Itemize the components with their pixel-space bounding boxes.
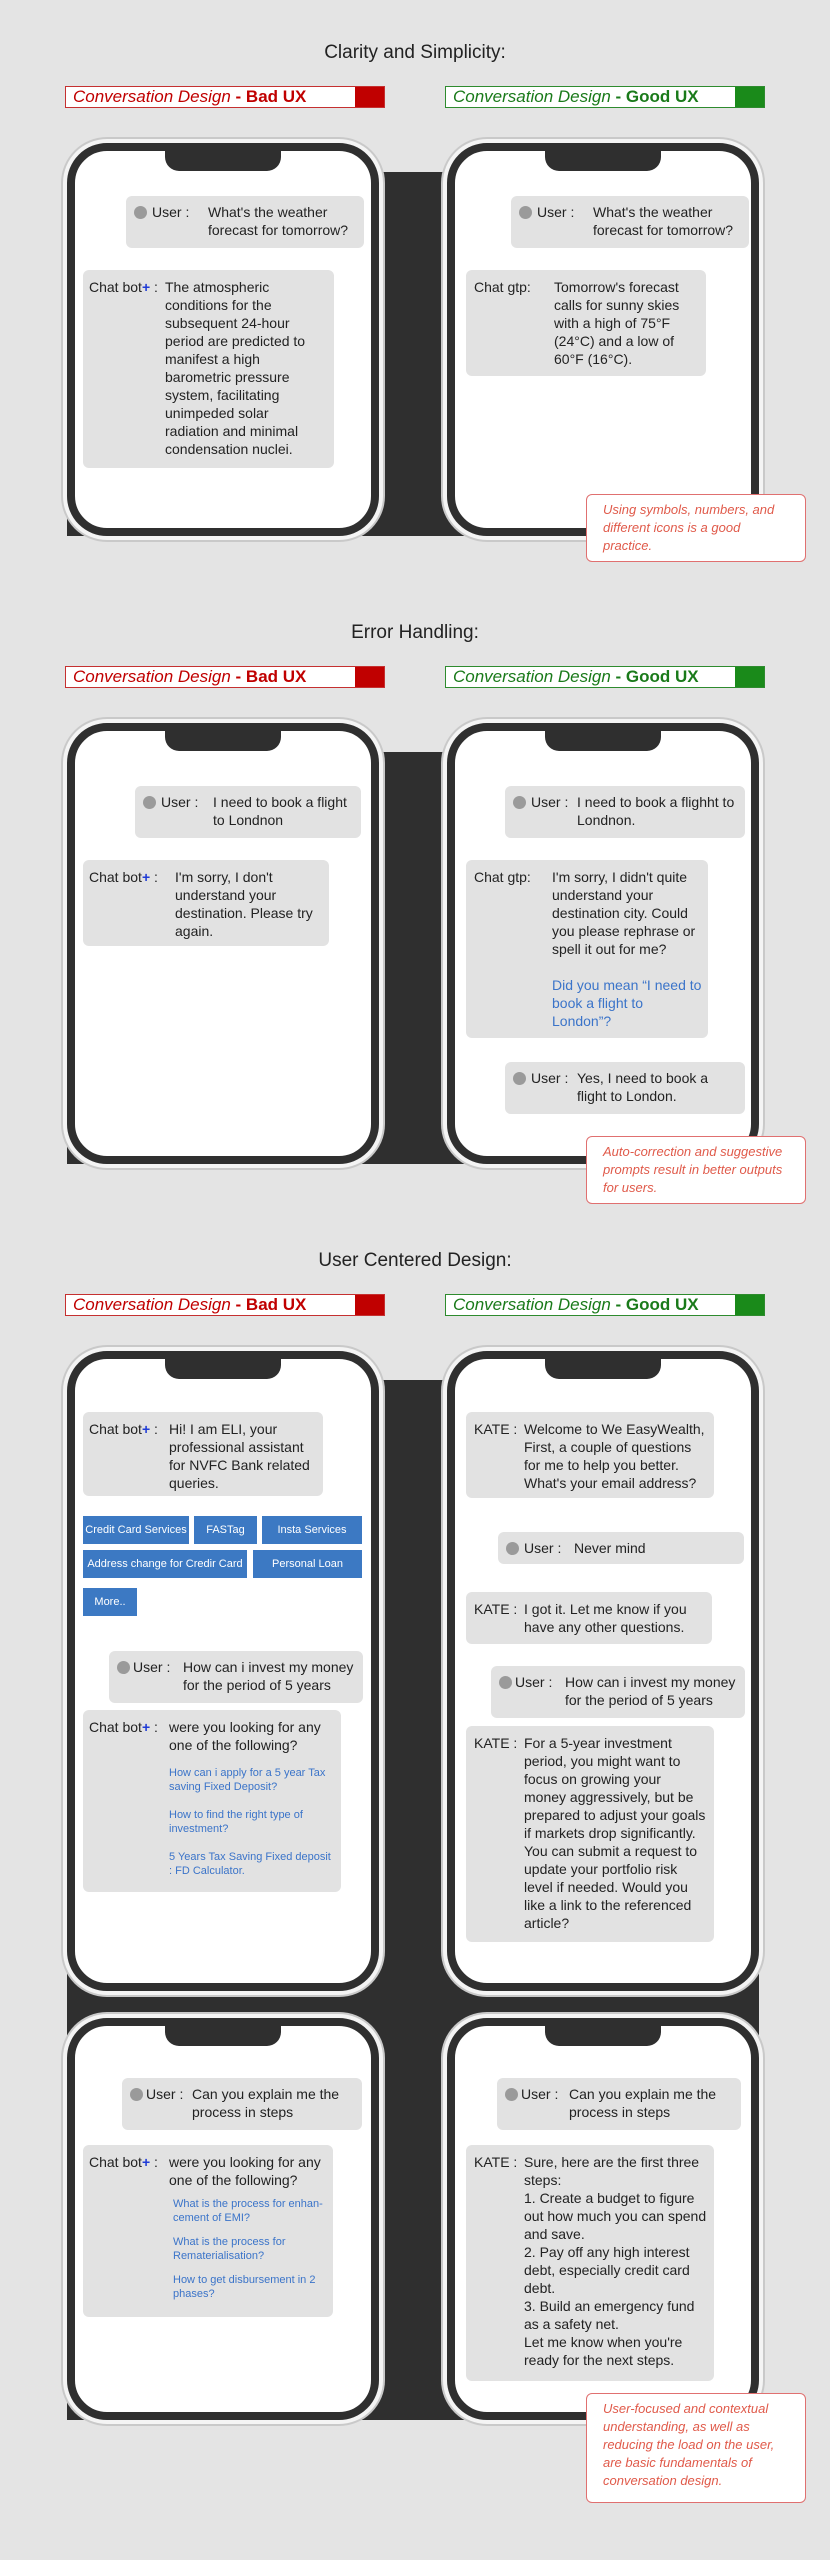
bot-bubble: [466, 2145, 714, 2381]
speaker-label: User :: [133, 1659, 171, 1675]
good-ux-label: Conversation Design - Good UX: [445, 666, 765, 688]
user-bubble: [498, 1532, 744, 1564]
bot-bubble: [83, 1710, 341, 1892]
user-avatar-icon: [134, 206, 147, 219]
quick-reply-chip[interactable]: Credit Card Services: [83, 1516, 189, 1544]
suggested-correction-link[interactable]: Did you mean “I need to book a flight to London”?: [552, 977, 702, 1029]
message-text: Tomorrow's forecast calls for sunny skies with a high of 75°F (24°C) and a low of 60°F (16°C).: [554, 279, 680, 367]
faq-link[interactable]: What is the process for Rematerialisation?: [173, 2236, 286, 2262]
bot-bubble: [466, 1726, 714, 1942]
speaker-label: Chat bot+ :: [89, 2154, 158, 2170]
section-title-user-centered: User Centered Design:: [318, 1250, 512, 1271]
user-bubble: [109, 1651, 363, 1703]
message-text: What's the weather forecast for tomorrow?: [593, 204, 734, 238]
message-text: Can you explain me the process in steps: [192, 2086, 340, 2120]
message-text: How can i invest my money for the period of 5 years: [565, 1674, 736, 1708]
bad-ux-label: Conversation Design - Bad UX: [65, 666, 385, 688]
speaker-label: User :: [524, 1540, 562, 1556]
user-avatar-icon: [519, 206, 532, 219]
user-avatar-icon: [506, 1542, 519, 1555]
message-text: I need to book a flight to Londnon: [213, 794, 347, 828]
tip-note: Using symbols, numbers, and different icons is a good practice.: [586, 494, 806, 562]
phone-notch: [545, 731, 661, 751]
speaker-label: KATE :: [474, 1735, 518, 1751]
quick-reply-chip[interactable]: Insta Services: [262, 1516, 362, 1544]
section-title-clarity: Clarity and Simplicity:: [324, 42, 506, 63]
faq-link[interactable]: What is the process for enhan-cement of EMI?: [173, 2198, 323, 2224]
speaker-label: User :: [537, 204, 575, 220]
user-avatar-icon: [499, 1676, 512, 1689]
message-text: I got it. Let me know if you have any other questions.: [524, 1601, 687, 1635]
good-swatch: [735, 666, 765, 688]
message-text: I need to book a flighht to Londnon.: [577, 794, 735, 828]
quick-reply-chip[interactable]: Address change for Credir Card: [83, 1550, 247, 1578]
message-text: For a 5-year investment period, you might want to focus on growing your money aggressively, but be prepared to adjust your goals if markets drop significantly. You can submit a request to update your portfolio risk level if needed. Would you like a link to the referenced article?: [524, 1735, 706, 1931]
user-bubble: [505, 786, 745, 838]
bot-bubble: [466, 1592, 712, 1644]
bad-swatch: [355, 666, 385, 688]
good-swatch: [735, 1294, 765, 1316]
good-ux-label: Conversation Design - Good UX: [445, 1294, 765, 1316]
user-bubble: [505, 1062, 745, 1114]
bot-bubble: [83, 2145, 333, 2317]
phone-notch: [545, 151, 661, 171]
user-bubble: [126, 196, 364, 248]
tip-note: User-focused and contextual understanding, as well as reducing the load on the user, are basic fundamentals of conversation design.: [586, 2393, 806, 2503]
phone-notch: [545, 1359, 661, 1379]
speaker-label: User :: [152, 204, 190, 220]
bad-swatch: [355, 1294, 385, 1316]
message-text: Can you explain me the process in steps: [569, 2086, 717, 2120]
speaker-label: User :: [521, 2086, 559, 2102]
speaker-label: User :: [531, 794, 569, 810]
message-text: Never mind: [574, 1540, 646, 1556]
message-text: I'm sorry, I didn't quite understand your destination city. Could you please rephrase or spell it out for me?: [552, 869, 696, 957]
bad-swatch: [355, 86, 385, 108]
more-chip[interactable]: More..: [83, 1588, 137, 1616]
good-ux-label: Conversation Design - Good UX: [445, 86, 765, 108]
message-text: The atmospheric conditions for the subsequent 24-hour period are predicted to manifest a high barometric pressure system, facilitating unimpeded solar radiation and minimal condensation nuclei.: [165, 279, 306, 457]
section-title-error: Error Handling:: [351, 622, 479, 643]
message-text: Yes, I need to book a flight to London.: [577, 1070, 709, 1104]
user-avatar-icon: [143, 796, 156, 809]
user-bubble: [122, 2078, 362, 2130]
quick-reply-chip[interactable]: FASTag: [194, 1516, 257, 1544]
message-text: I'm sorry, I don't understand your destination. Please try again.: [175, 869, 313, 939]
faq-link[interactable]: How to find the right type of investment?: [169, 1809, 303, 1835]
speaker-label: User :: [161, 794, 199, 810]
user-avatar-icon: [130, 2088, 143, 2101]
speaker-label: KATE :: [474, 1421, 518, 1437]
speaker-label: KATE :: [474, 2154, 518, 2170]
bot-bubble: [466, 1412, 714, 1498]
phone-notch: [165, 731, 281, 751]
bad-ux-label: Conversation Design - Bad UX: [65, 86, 385, 108]
speaker-label: Chat gtp:: [474, 279, 531, 295]
message-text: were you looking for any one of the following?: [169, 2154, 321, 2188]
bot-bubble: [83, 270, 334, 468]
good-swatch: [735, 86, 765, 108]
user-bubble: [511, 196, 749, 248]
message-text: Welcome to We EasyWealth, First, a couple of questions for me to help you better. What's your email address?: [524, 1421, 705, 1491]
speaker-label: User :: [146, 2086, 184, 2102]
phone-notch: [165, 1359, 281, 1379]
phone-notch: [165, 151, 281, 171]
speaker-label: Chat gtp:: [474, 869, 531, 885]
phone-notch: [545, 2026, 661, 2046]
user-avatar-icon: [513, 796, 526, 809]
faq-link[interactable]: 5 Years Tax Saving Fixed deposit : FD Calculator.: [169, 1851, 331, 1877]
speaker-label: Chat bot+ :: [89, 1719, 158, 1735]
speaker-label: Chat bot+ :: [89, 1421, 158, 1437]
user-bubble: [491, 1666, 745, 1718]
bot-bubble: [466, 860, 708, 1038]
tip-note: Auto-correction and suggestive prompts result in better outputs for users.: [586, 1136, 806, 1204]
faq-link[interactable]: How can i apply for a 5 year Tax saving Fixed Deposit?: [169, 1767, 326, 1793]
bad-ux-label: Conversation Design - Bad UX: [65, 1294, 385, 1316]
message-text: What's the weather forecast for tomorrow?: [208, 204, 349, 238]
bot-bubble: [83, 1412, 323, 1496]
quick-reply-chip[interactable]: Personal Loan: [253, 1550, 362, 1578]
faq-link[interactable]: How to get disbursement in 2 phases?: [173, 2274, 316, 2300]
speaker-label: User :: [531, 1070, 569, 1086]
speaker-label: User :: [515, 1674, 553, 1690]
user-avatar-icon: [513, 1072, 526, 1085]
user-bubble: [135, 786, 361, 838]
user-avatar-icon: [505, 2088, 518, 2101]
speaker-label: Chat bot+ :: [89, 279, 158, 295]
message-text: How can i invest my money for the period of 5 years: [183, 1659, 354, 1693]
phone-notch: [165, 2026, 281, 2046]
message-text: were you looking for any one of the following?: [169, 1719, 321, 1753]
speaker-label: KATE :: [474, 1601, 518, 1617]
speaker-label: Chat bot+ :: [89, 869, 158, 885]
bot-bubble: [466, 270, 706, 376]
bot-bubble: [83, 860, 329, 946]
user-bubble: [497, 2078, 741, 2130]
message-text: Hi! I am ELI, your professional assistant for NVFC Bank related queries.: [169, 1421, 310, 1491]
user-avatar-icon: [117, 1661, 130, 1674]
message-text: Sure, here are the first three steps: 1. Create a budget to figure out how much you can spend and save. 2. Pay off any high interest debt, especially credit card debt. 3. Build an emergency fund as a safety net. Let me know when you're ready for the next steps.: [524, 2154, 707, 2368]
